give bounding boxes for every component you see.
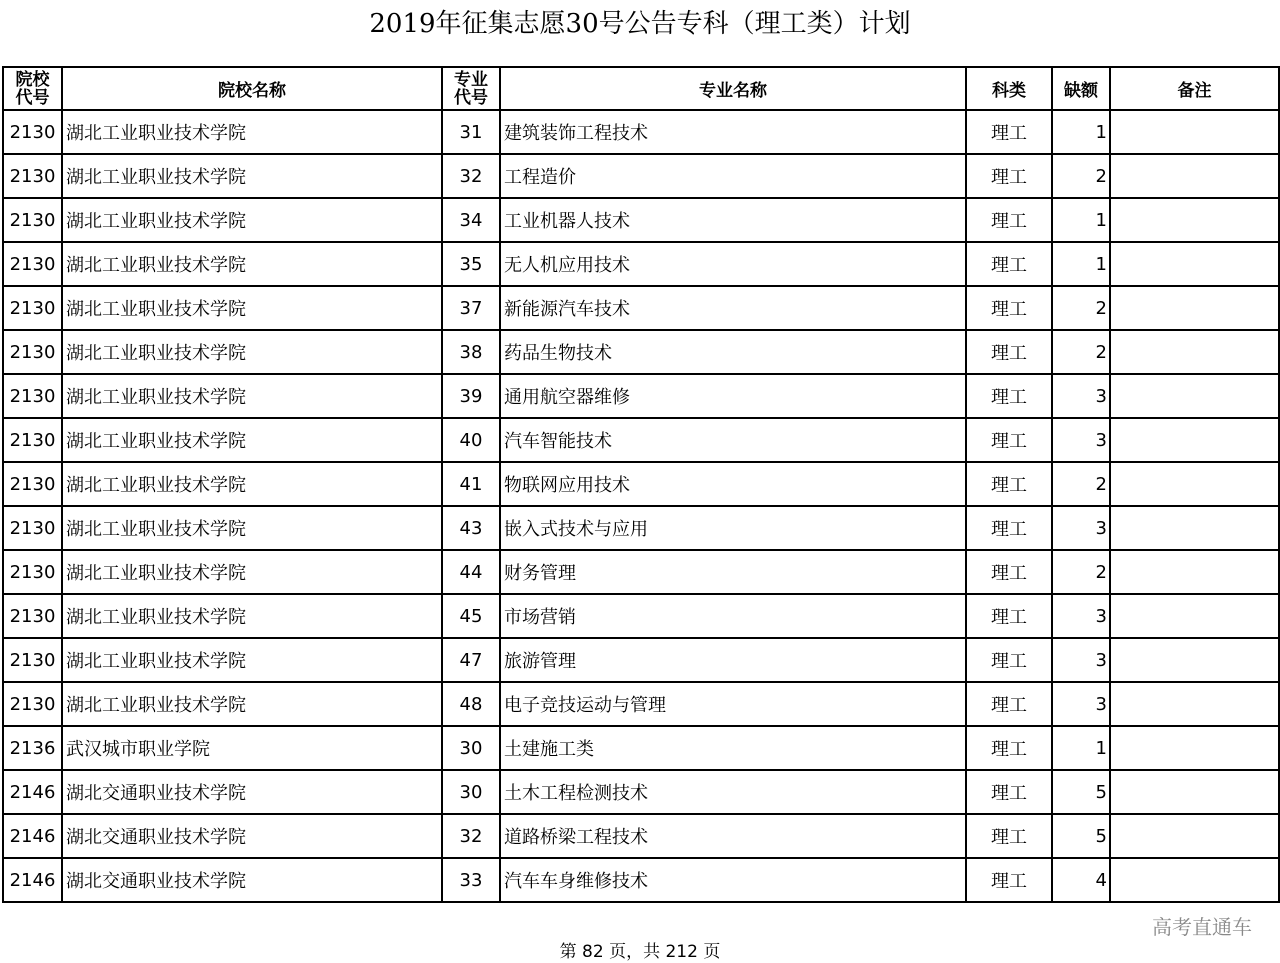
table-row [3,198,1279,242]
cell-school-code: 2130 [3,506,62,550]
cell-remarks [1110,462,1279,506]
cell-major-name: 新能源汽车技术 [500,286,966,330]
cell-major-name: 汽车智能技术 [500,418,966,462]
cell-category: 理工 [966,374,1052,418]
cell-major-code: 30 [442,770,500,814]
cell-major-name: 汽车车身维修技术 [500,858,966,902]
cell-major-code: 47 [442,638,500,682]
page-title: 2019年征集志愿30号公告专科（理工类）计划 [369,9,911,39]
cell-school-code: 2146 [3,814,62,858]
cell-school-code: 2130 [3,374,62,418]
table-row [3,506,1279,550]
cell-category: 理工 [966,198,1052,242]
header-school-code: 院校 代号 [3,67,62,110]
table-row [3,814,1279,858]
cell-major-name: 建筑装饰工程技术 [500,110,966,154]
table-body [3,110,1279,902]
cell-major-code: 30 [442,726,500,770]
table-header [3,67,1279,110]
cell-category: 理工 [966,726,1052,770]
cell-school-name: 湖北工业职业技术学院 [62,506,442,550]
cell-school-code: 2130 [3,242,62,286]
cell-major-name: 土建施工类 [500,726,966,770]
cell-school-name: 湖北工业职业技术学院 [62,286,442,330]
cell-school-name: 湖北交通职业技术学院 [62,858,442,902]
cell-school-name: 湖北工业职业技术学院 [62,374,442,418]
cell-major-name: 旅游管理 [500,638,966,682]
cell-quota: 3 [1052,594,1110,638]
header-school-name: 院校名称 [62,67,442,110]
cell-school-code: 2130 [3,110,62,154]
cell-quota: 2 [1052,154,1110,198]
cell-remarks [1110,726,1279,770]
cell-category: 理工 [966,330,1052,374]
header-major-code: 专业 代号 [442,67,500,110]
cell-remarks [1110,506,1279,550]
cell-category: 理工 [966,770,1052,814]
cell-school-name: 湖北工业职业技术学院 [62,198,442,242]
cell-school-code: 2130 [3,286,62,330]
cell-school-code: 2130 [3,154,62,198]
cell-category: 理工 [966,638,1052,682]
cell-major-code: 45 [442,594,500,638]
cell-school-name: 湖北工业职业技术学院 [62,330,442,374]
cell-school-name: 武汉城市职业学院 [62,726,442,770]
cell-major-name: 土木工程检测技术 [500,770,966,814]
cell-category: 理工 [966,858,1052,902]
cell-school-code: 2136 [3,726,62,770]
cell-school-name: 湖北交通职业技术学院 [62,770,442,814]
cell-major-name: 市场营销 [500,594,966,638]
cell-major-name: 无人机应用技术 [500,242,966,286]
cell-category: 理工 [966,682,1052,726]
cell-category: 理工 [966,462,1052,506]
table-row [3,858,1279,902]
cell-major-name: 电子竞技运动与管理 [500,682,966,726]
cell-quota: 1 [1052,242,1110,286]
cell-school-code: 2146 [3,858,62,902]
cell-major-code: 32 [442,154,500,198]
cell-school-name: 湖北工业职业技术学院 [62,154,442,198]
cell-school-name: 湖北工业职业技术学院 [62,638,442,682]
table-row [3,110,1279,154]
cell-remarks [1110,858,1279,902]
cell-major-code: 43 [442,506,500,550]
cell-quota: 4 [1052,858,1110,902]
cell-remarks [1110,682,1279,726]
cell-major-code: 35 [442,242,500,286]
cell-quota: 1 [1052,198,1110,242]
cell-school-name: 湖北工业职业技术学院 [62,594,442,638]
cell-remarks [1110,198,1279,242]
cell-major-code: 33 [442,858,500,902]
cell-school-name: 湖北工业职业技术学院 [62,682,442,726]
cell-remarks [1110,550,1279,594]
cell-school-code: 2130 [3,418,62,462]
table-row [3,286,1279,330]
cell-school-name: 湖北工业职业技术学院 [62,462,442,506]
cell-category: 理工 [966,286,1052,330]
table-row [3,682,1279,726]
cell-school-name: 湖北工业职业技术学院 [62,110,442,154]
cell-major-name: 通用航空器维修 [500,374,966,418]
table-row [3,154,1279,198]
cell-quota: 3 [1052,682,1110,726]
cell-major-name: 工业机器人技术 [500,198,966,242]
header-remarks: 备注 [1110,67,1279,110]
table-row [3,418,1279,462]
cell-category: 理工 [966,418,1052,462]
cell-quota: 2 [1052,550,1110,594]
cell-major-code: 39 [442,374,500,418]
cell-remarks [1110,594,1279,638]
cell-major-code: 31 [442,110,500,154]
table-row [3,550,1279,594]
cell-major-code: 34 [442,198,500,242]
cell-quota: 5 [1052,814,1110,858]
cell-major-name: 嵌入式技术与应用 [500,506,966,550]
cell-remarks [1110,638,1279,682]
plan-table [2,66,1280,903]
cell-major-code: 32 [442,814,500,858]
cell-major-name: 工程造价 [500,154,966,198]
table-row [3,638,1279,682]
cell-remarks [1110,814,1279,858]
cell-school-code: 2130 [3,594,62,638]
cell-major-code: 37 [442,286,500,330]
table-row [3,242,1279,286]
cell-major-code: 48 [442,682,500,726]
cell-remarks [1110,154,1279,198]
header-major-name: 专业名称 [500,67,966,110]
cell-quota: 3 [1052,506,1110,550]
watermark: 高考直通车 [1152,915,1252,939]
cell-school-name: 湖北交通职业技术学院 [62,814,442,858]
cell-quota: 1 [1052,726,1110,770]
cell-school-code: 2130 [3,550,62,594]
cell-school-code: 2130 [3,198,62,242]
cell-quota: 1 [1052,110,1110,154]
cell-school-code: 2146 [3,770,62,814]
table-row [3,330,1279,374]
cell-quota: 3 [1052,374,1110,418]
cell-remarks [1110,418,1279,462]
cell-school-name: 湖北工业职业技术学院 [62,550,442,594]
cell-major-name: 药品生物技术 [500,330,966,374]
page-footer: 第 82 页，共 212 页 [559,942,721,962]
table-row [3,462,1279,506]
cell-category: 理工 [966,594,1052,638]
table-row [3,770,1279,814]
header-category: 科类 [966,67,1052,110]
cell-category: 理工 [966,110,1052,154]
cell-major-name: 物联网应用技术 [500,462,966,506]
table-row [3,594,1279,638]
cell-school-code: 2130 [3,462,62,506]
cell-remarks [1110,286,1279,330]
cell-major-code: 40 [442,418,500,462]
cell-remarks [1110,374,1279,418]
cell-major-code: 38 [442,330,500,374]
cell-remarks [1110,110,1279,154]
header-quota: 缺额 [1052,67,1110,110]
cell-major-name: 道路桥梁工程技术 [500,814,966,858]
cell-school-code: 2130 [3,682,62,726]
cell-quota: 5 [1052,770,1110,814]
cell-school-name: 湖北工业职业技术学院 [62,418,442,462]
cell-major-code: 41 [442,462,500,506]
cell-category: 理工 [966,550,1052,594]
cell-quota: 3 [1052,418,1110,462]
cell-remarks [1110,242,1279,286]
cell-school-code: 2130 [3,638,62,682]
cell-quota: 2 [1052,462,1110,506]
cell-quota: 2 [1052,286,1110,330]
cell-category: 理工 [966,242,1052,286]
cell-school-name: 湖北工业职业技术学院 [62,242,442,286]
cell-major-code: 44 [442,550,500,594]
cell-category: 理工 [966,154,1052,198]
cell-category: 理工 [966,814,1052,858]
table-row [3,726,1279,770]
cell-quota: 2 [1052,330,1110,374]
cell-remarks [1110,770,1279,814]
cell-school-code: 2130 [3,330,62,374]
table-row [3,374,1279,418]
cell-remarks [1110,330,1279,374]
cell-quota: 3 [1052,638,1110,682]
cell-category: 理工 [966,506,1052,550]
cell-major-name: 财务管理 [500,550,966,594]
